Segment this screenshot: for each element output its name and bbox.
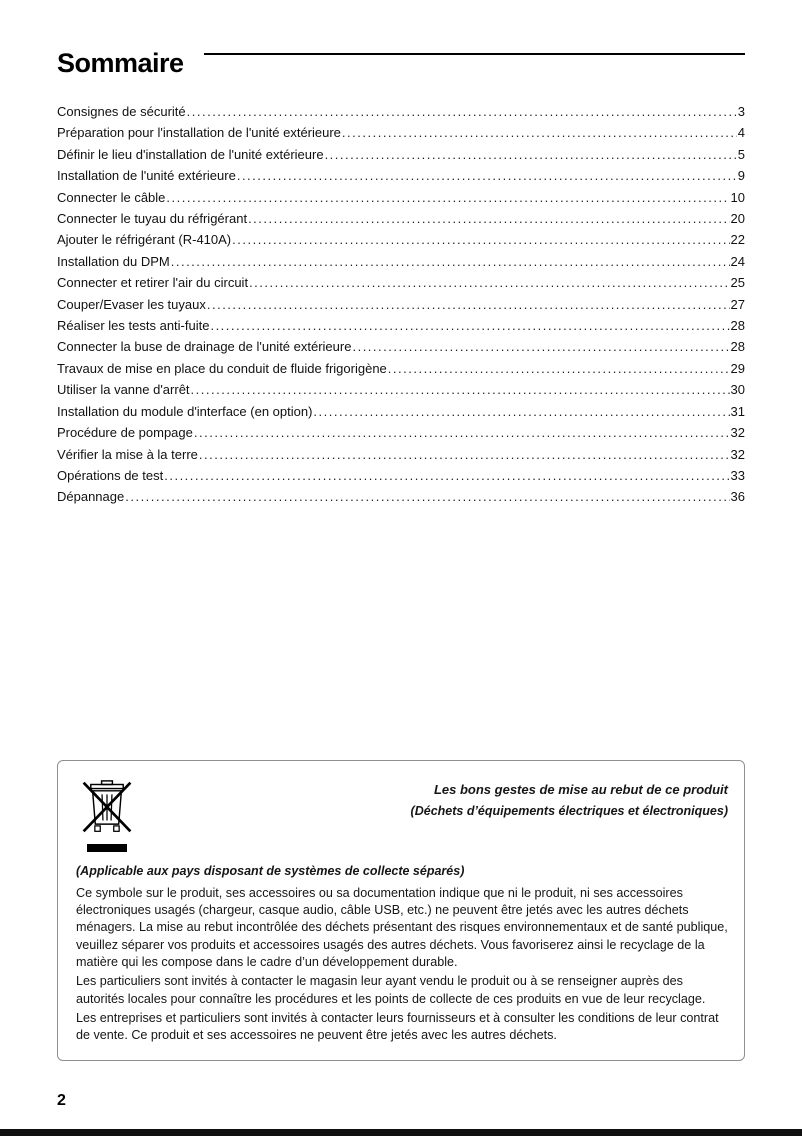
toc-entry-label: Réaliser les tests anti-fuite (57, 318, 210, 334)
toc-entry (57, 465, 745, 486)
toc-entry (57, 379, 745, 400)
toc-entry-page: 25 (730, 275, 745, 291)
toc-dot-leader (248, 208, 729, 229)
toc-dot-leader (199, 444, 730, 465)
bottom-edge-bar (0, 1129, 802, 1136)
toc-entry-page: 20 (730, 211, 745, 227)
weee-crossed-bin-icon (80, 779, 136, 852)
toc-entry (57, 315, 745, 336)
notice-paragraph: Les particuliers sont invités à contacter le magasin leur ayant vendu le produit ou à se renseigner auprès des autorités locales pour connaître les procédures et les points de collecte de ces produits en vue de leur recyclage. (76, 974, 706, 1006)
toc-entry (57, 444, 745, 465)
notice-title: Les bons gestes de mise au rebut de ce produit (433, 781, 728, 797)
toc-entry-label: Préparation pour l'installation de l'unité extérieure (57, 125, 341, 141)
toc-entry (57, 101, 745, 122)
notice-paragraph: Ce symbole sur le produit, ses accessoires ou sa documentation indique que ni le produit, ni ses accessoires électroniques usagés (chargeur, casque audio, câble USB, etc.) ne peuvent être jetés avec les autres déchets ménagers. La mise au rebut incontrôlée des déchets présentant des risques environnementaux et de santé publique, veuillez séparer vos produits et accessoires usagés des autres déchets. Vous favoriserez ainsi le recyclage de la matière qui les compose dans le cadre d’un développement durable. (76, 885, 728, 969)
toc-entry-label: Connecter le câble (57, 189, 166, 205)
toc-entry-page: 24 (730, 253, 745, 269)
toc-entry (57, 422, 745, 443)
toc-entry-label: Ajouter le réfrigérant (R-410A) (57, 232, 232, 248)
toc-entry-page: 29 (730, 360, 745, 376)
toc-entry-label: Définir le lieu d'installation de l'unité extérieure (57, 146, 324, 162)
toc-entry-label: Installation de l'unité extérieure (57, 168, 236, 184)
toc-entry-page: 4 (737, 125, 745, 141)
toc-dot-leader (237, 165, 737, 186)
toc-dot-leader (207, 294, 730, 315)
toc-entry-page: 31 (730, 403, 745, 419)
toc-entry (57, 272, 745, 293)
toc-dot-leader (352, 336, 729, 357)
notice-titles (411, 779, 728, 852)
notice-paragraph: Les entreprises et particuliers sont invités à contacter leurs fournisseurs et à consulter les conditions de leur contrat de vente. Ce produit et ses accessoires ne peuvent être jetés avec les autres déchets. (76, 1010, 719, 1043)
toc-dot-leader (164, 465, 729, 486)
toc-entry (57, 187, 745, 208)
notice-applicable-line: (Applicable aux pays disposant de systèmes de collecte séparés) (76, 863, 465, 878)
toc-entry-page: 10 (730, 189, 745, 205)
toc-entry-label: Connecter le tuyau du réfrigérant (57, 211, 248, 227)
toc-entry-label: Installation du DPM (57, 253, 170, 269)
toc-dot-leader (342, 122, 737, 143)
toc-entry-page: 28 (730, 339, 745, 355)
toc-entry-page: 32 (730, 425, 745, 441)
toc-entry (57, 122, 745, 143)
toc-entry-page: 32 (730, 446, 745, 462)
title-rule (204, 53, 745, 55)
toc-entry-page: 36 (730, 489, 745, 505)
toc-entry-page: 3 (737, 104, 745, 119)
toc-dot-leader (166, 187, 729, 208)
toc-entry-label: Connecter la buse de drainage de l'unité extérieure (57, 339, 352, 355)
toc-entry-label: Connecter et retirer l'air du circuit (57, 275, 249, 291)
notice-header (74, 775, 728, 852)
toc-entry (57, 486, 745, 507)
toc-dot-leader (191, 379, 730, 400)
toc-entry-label: Consignes de sécurité (57, 104, 186, 119)
toc-entry-label: Vérifier la mise à la terre (57, 446, 198, 462)
toc-entry (57, 358, 745, 379)
toc-entry (57, 251, 745, 272)
toc-entry-page: 9 (737, 168, 745, 184)
toc-dot-leader (388, 358, 730, 379)
toc-entry-page: 30 (730, 382, 745, 398)
toc-entry (57, 229, 745, 250)
toc-entry-label: Opérations de test (57, 467, 164, 483)
toc-entry-page: 27 (730, 296, 745, 312)
toc-dot-leader (194, 422, 730, 443)
toc-entry-label: Travaux de mise en place du conduit de fluide frigorigène (57, 360, 387, 376)
toc-dot-leader (249, 272, 729, 293)
toc-dot-leader (210, 315, 729, 336)
toc-dot-leader (187, 101, 737, 122)
toc-entry (57, 165, 745, 186)
toc-entry-page: 33 (730, 467, 745, 483)
weee-notice-box (57, 760, 745, 1062)
toc-entry-label: Couper/Evaser les tuyaux (57, 296, 206, 312)
toc-dot-leader (171, 251, 730, 272)
toc-entry-label: Utiliser la vanne d'arrêt (57, 382, 190, 398)
notice-paragraphs (76, 885, 728, 1045)
toc-entry (57, 294, 745, 315)
toc-entry (57, 208, 745, 229)
toc-dot-leader (313, 401, 729, 422)
page-number: 2 (57, 1092, 66, 1109)
toc-entry-page: 22 (730, 232, 745, 248)
toc-entry (57, 336, 745, 357)
notice-subtitle: (Déchets d’équipements électriques et électroniques) (410, 803, 728, 818)
toc-entry-page: 28 (730, 318, 745, 334)
toc-dot-leader (125, 486, 729, 507)
toc-dot-leader (325, 144, 737, 165)
toc-entry-page: 5 (737, 146, 745, 162)
page-title: Sommaire (57, 48, 184, 78)
toc-entry (57, 144, 745, 165)
toc-entry-label: Installation du module d'interface (en option) (57, 403, 313, 419)
toc-entry-label: Dépannage (57, 489, 125, 505)
toc-list (57, 101, 745, 508)
toc-entry (57, 401, 745, 422)
page-header (57, 50, 745, 77)
toc-dot-leader (232, 229, 729, 250)
weee-black-bar (87, 844, 127, 852)
toc-entry-label: Procédure de pompage (57, 425, 193, 441)
